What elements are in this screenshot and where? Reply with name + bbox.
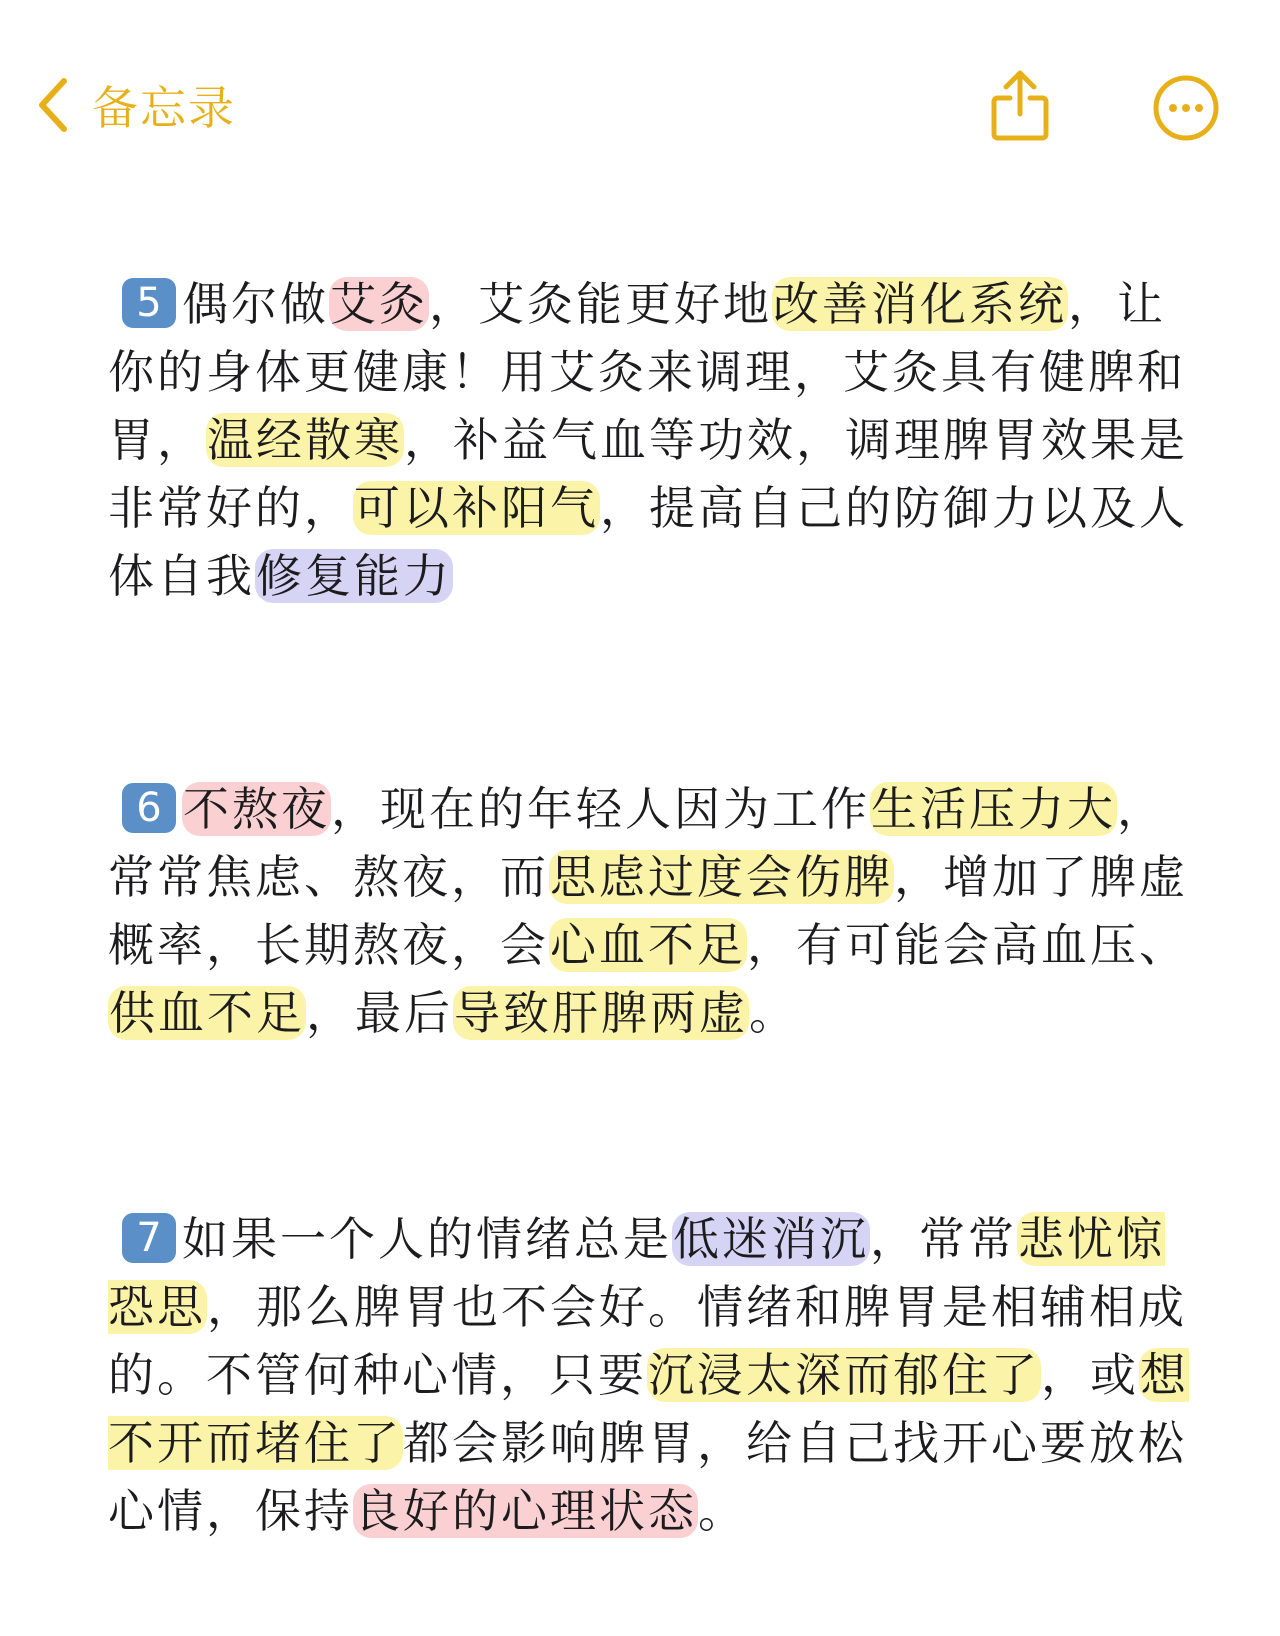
highlighted-text: 不熬夜 xyxy=(183,782,330,836)
note-section-7[interactable] xyxy=(108,1205,1208,1545)
highlighted-text: 思虑过度会伤脾 xyxy=(550,850,893,904)
highlighted-text: 想不开而堵住了 xyxy=(108,1348,1189,1470)
highlighted-text: 供血不足 xyxy=(109,986,305,1040)
highlighted-text: 生活压力大 xyxy=(871,782,1116,836)
highlighted-text: 可以补阳气 xyxy=(354,481,599,535)
note-paragraph xyxy=(108,1205,1208,1545)
share-button[interactable] xyxy=(988,68,1052,144)
number-badge: 6 xyxy=(122,783,176,833)
text-run: 偶尔做 xyxy=(182,277,329,331)
note-section-5[interactable] xyxy=(108,270,1208,610)
share-icon xyxy=(988,68,1052,144)
text-run: 。 xyxy=(749,986,798,1040)
note-section-6[interactable] xyxy=(108,775,1208,1047)
back-label: 备忘录 xyxy=(92,81,236,135)
text-run: ，或 xyxy=(1041,1348,1139,1402)
more-button[interactable] xyxy=(1152,74,1220,142)
highlighted-text: 低迷消沉 xyxy=(673,1212,869,1266)
highlighted-text: 温经散寒 xyxy=(207,413,403,467)
highlighted-text: 沉浸太深而郁住了 xyxy=(648,1348,1040,1402)
highlighted-text: 良好的心理状态 xyxy=(354,1484,697,1538)
text-run: ，最后 xyxy=(306,986,453,1040)
text-run: ，让你的身体更健康！用艾灸来调理，艾灸具有健脾和胃， xyxy=(108,277,1186,467)
ellipsis-circle-icon xyxy=(1152,74,1220,142)
number-badge: 5 xyxy=(122,278,176,328)
text-run: ，那么脾胃也不会好。情绪和脾胃是相辅相成的。不管何种心情，只要 xyxy=(108,1280,1187,1402)
highlighted-text: 心血不足 xyxy=(550,918,746,972)
note-paragraph xyxy=(108,270,1208,610)
text-run: 都会影响脾胃，给自己找开心要放松心情，保持 xyxy=(108,1416,1187,1538)
text-run: ，提高自己的防御力以及人体自我 xyxy=(108,481,1188,603)
navigation-bar xyxy=(0,0,1280,210)
number-badge: 7 xyxy=(122,1213,176,1263)
note-paragraph xyxy=(108,775,1208,1047)
chevron-left-icon xyxy=(36,77,70,133)
highlighted-text: 悲忧惊恐思 xyxy=(108,1212,1165,1334)
highlighted-text: 导致肝脾两虚 xyxy=(454,986,748,1040)
text-run: 。 xyxy=(698,1484,747,1538)
text-run: 如果一个人的情绪总是 xyxy=(182,1212,672,1266)
text-run: ，常常 xyxy=(870,1212,1017,1266)
text-run: ，有可能会高血压、 xyxy=(747,918,1188,972)
highlighted-text: 改善消化系统 xyxy=(773,277,1067,331)
text-run: ，常常焦虑、熬夜，而 xyxy=(108,782,1166,904)
highlighted-text: 艾灸 xyxy=(330,277,428,331)
text-run: ，现在的年轻人因为工作 xyxy=(331,782,870,836)
highlighted-text: 修复能力 xyxy=(256,549,452,603)
text-run: ，增加了脾虚概率，长期熬夜，会 xyxy=(108,850,1188,972)
text-run: ，艾灸能更好地 xyxy=(429,277,772,331)
text-run: ，补益气血等功效，调理脾胃效果是非常好的， xyxy=(108,413,1188,535)
back-button[interactable] xyxy=(36,70,236,140)
